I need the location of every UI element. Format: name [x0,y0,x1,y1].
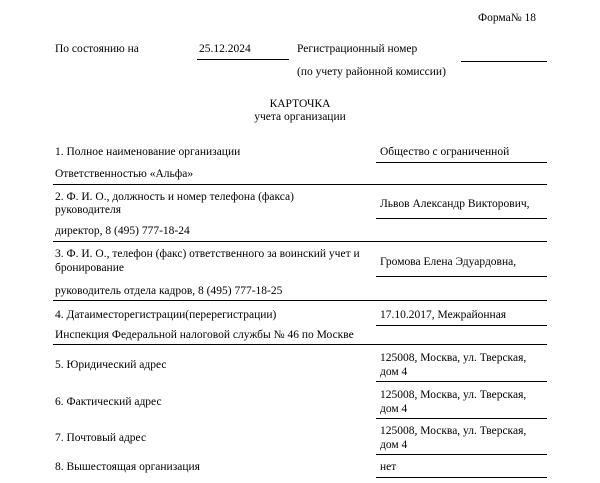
reg-number-underline [461,61,547,62]
row-5-value-line2: дом 4 [380,366,408,378]
row-3-divider [53,300,547,301]
as-of-date-underline [197,59,289,60]
row-4-continuation: Инспекция Федеральной налоговой службы № 46 по Москве [55,329,354,341]
row-3-continuation: руководитель отдела кадров, 8 (495) 777-18-25 [55,285,283,297]
row-1-label: 1. Полное наименование организации [55,146,241,158]
row-8-label: 8. Вышестоящая организация [55,461,200,473]
row-6-value-underline [376,418,547,419]
row-7-value-underline [376,454,547,455]
row-1-continuation: Ответственностью «Альфа» [55,168,194,180]
card-title: КАРТОЧКА [269,98,331,110]
row-1-value-underline [376,162,547,163]
row-8-value: нет [380,461,397,473]
row-4-value-underline [376,325,547,326]
row-1-value: Общество с ограниченной [380,146,510,158]
row-1-divider [53,184,547,185]
row-4-divider [53,344,547,345]
form-number: Форма№ 18 [478,12,537,24]
row-7-value-line1: 125008, Москва, ул. Тверская, [380,425,527,437]
row-5-value-underline [376,381,547,382]
row-3-value-underline [376,276,547,277]
row-2-label-line1: 2. Ф. И. О., должность и номер телефона (факса) [55,191,294,203]
row-4-value: 17.10.2017, Межрайонная [380,309,507,321]
row-6-label: 6. Фактический адрес [55,396,162,408]
row-8-value-underline [376,477,547,478]
row-5-value-line1: 125008, Москва, ул. Тверская, [380,352,527,364]
row-3-value: Громова Елена Эдуардовна, [380,256,517,268]
row-2-label-line2: руководителя [55,204,122,216]
row-2-continuation: директор, 8 (495) 777-18-24 [55,225,190,237]
row-4-label: 4. Датаиместорегистрации(перерегистрации) [55,309,277,321]
reg-number-value [462,48,546,60]
reg-number-label: Регистрационный номер [297,43,418,55]
row-3-label-line2: бронирование [55,262,124,274]
row-2-value: Львов Александр Викторович, [380,198,530,210]
row-7-value-line2: дом 4 [380,439,408,451]
row-2-value-underline [376,218,547,219]
row-6-value-line1: 125008, Москва, ул. Тверская, [380,389,527,401]
reg-number-note: (по учету районной комиссии) [297,66,446,78]
card-subtitle: учета организации [254,111,346,123]
row-7-label: 7. Почтовый адрес [55,432,147,444]
row-5-label: 5. Юридический адрес [55,359,167,371]
as-of-label: По состоянию на [55,43,139,55]
row-3-label-line1: 3. Ф. И. О., телефон (факс) ответственного за воинский учет и [55,248,360,260]
row-2-divider [53,241,547,242]
as-of-date: 25.12.2024 [199,43,251,55]
row-6-value-line2: дом 4 [380,403,408,415]
